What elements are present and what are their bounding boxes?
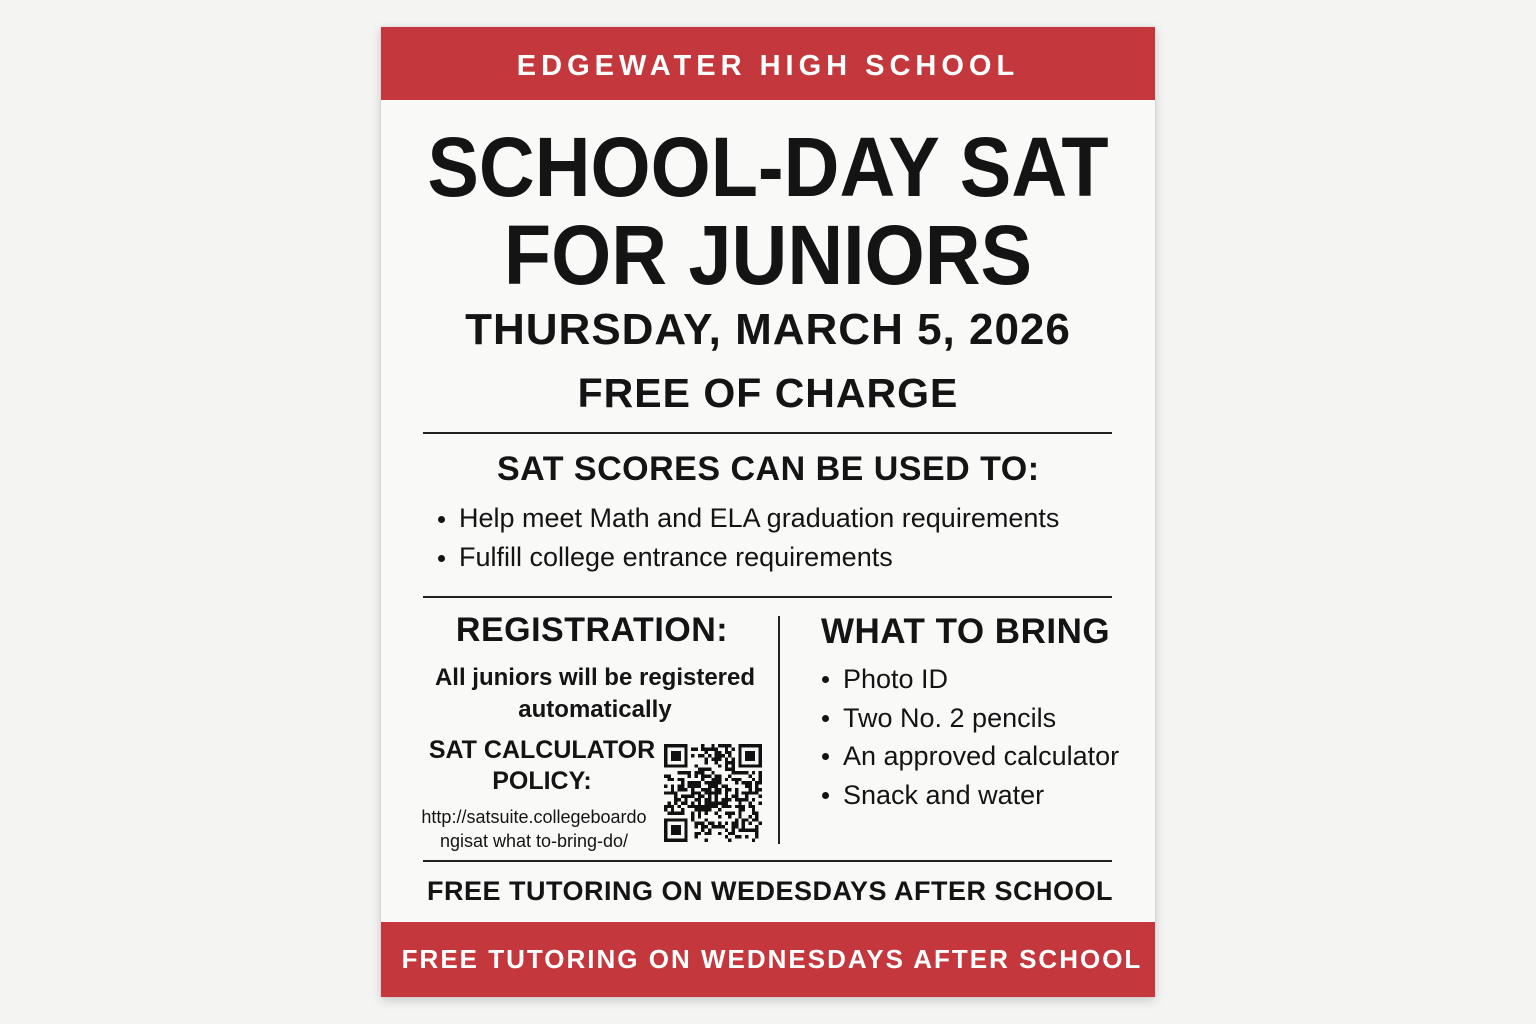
list-item: Two No. 2 pencils	[819, 699, 1119, 738]
cost-label: FREE OF CHARGE	[577, 370, 959, 416]
registration-text: All juniors will be registered automatically	[434, 664, 756, 723]
title-line-1: SCHOOL-DAY SAT	[427, 120, 1109, 214]
column-divider	[778, 616, 780, 844]
calculator-policy-heading: SAT CALCULATOR POLICY:	[428, 736, 656, 795]
tutoring-footer-banner: FREE TUTORING ON WEDNESDAYS AFTER SCHOOL	[381, 922, 1155, 997]
list-item: Photo ID	[819, 660, 1119, 699]
list-item: An approved calculator	[819, 737, 1119, 776]
uses-list	[435, 499, 1059, 577]
list-item: Fulfill college entrance requirements	[435, 538, 1059, 577]
calculator-policy-url[interactable]: http://satsuite.collegeboardongisat what to-bring-do/	[421, 807, 647, 851]
title-line-2: FOR JUNIORS	[503, 208, 1033, 302]
test-date: THURSDAY, MARCH 5, 2026	[465, 305, 1071, 354]
list-item: Snack and water	[819, 776, 1119, 815]
what-to-bring-heading: WHAT TO BRING	[821, 612, 1111, 651]
qr-code-icon[interactable]	[664, 744, 762, 842]
school-name-banner: EDGEWATER HIGH SCHOOL	[381, 27, 1155, 100]
tutoring-notice: FREE TUTORING ON WEDESDAYS AFTER SCHOOL	[426, 876, 1114, 906]
divider	[423, 596, 1112, 598]
uses-heading: SAT SCORES CAN BE USED TO:	[497, 450, 1040, 488]
divider	[423, 860, 1112, 862]
what-to-bring-list	[819, 660, 1119, 814]
flyer	[381, 27, 1155, 997]
divider	[423, 432, 1112, 434]
list-item: Help meet Math and ELA graduation requirements	[435, 499, 1059, 538]
registration-heading: REGISTRATION:	[455, 611, 729, 649]
